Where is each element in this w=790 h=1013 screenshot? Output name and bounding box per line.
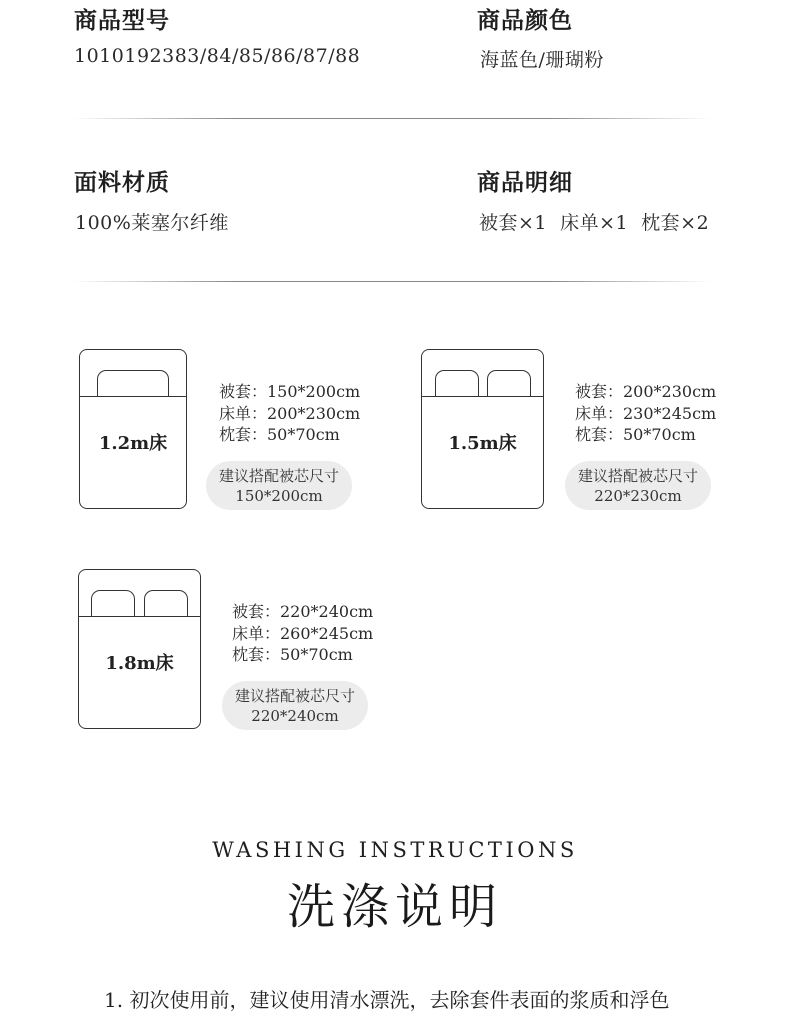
suggest-label: 建议搭配被芯尺寸	[577, 467, 698, 485]
pillow-shape	[435, 370, 479, 397]
bed-size-name: 1.5m床	[448, 433, 517, 454]
quilt-cover-size: 被套：150*200cm	[219, 382, 361, 401]
pillowcase-size: 枕套：50*70cm	[219, 425, 340, 444]
bed-diagram-1-8m	[78, 569, 201, 729]
detail-label: 商品明细	[477, 169, 573, 196]
pillow-shape	[144, 590, 188, 617]
model-value: 1010192383/84/85/86/87/88	[74, 45, 361, 67]
pillowcase-size: 枕套：50*70cm	[575, 425, 696, 444]
bed-fold-line	[422, 396, 543, 397]
washing-instruction-item: 1. 初次使用前，建议使用清水漂洗，去除套件表面的浆质和浮色	[104, 988, 670, 1012]
material-label: 面料材质	[74, 169, 170, 196]
suggest-badge-1-5m	[565, 461, 711, 510]
suggest-badge-1-2m	[206, 461, 352, 510]
suggest-label: 建议搭配被芯尺寸	[234, 687, 355, 705]
bed-size-name: 1.2m床	[98, 433, 168, 454]
quilt-cover-size: 被套：200*230cm	[575, 382, 717, 401]
divider-top	[72, 118, 712, 119]
pillowcase-size: 枕套：50*70cm	[232, 645, 353, 664]
suggest-size: 220*230cm	[594, 487, 682, 505]
bed-fold-line	[80, 396, 186, 397]
sheet-size: 床单：230*245cm	[575, 403, 717, 423]
color-label: 商品颜色	[477, 7, 573, 34]
suggest-size: 150*200cm	[235, 487, 323, 505]
color-value: 海蓝色/珊瑚粉	[480, 49, 604, 71]
pillow-shape	[97, 370, 169, 397]
detail-value: 被套×1 床单×1 枕套×2	[479, 212, 710, 234]
bed-fold-line	[79, 616, 200, 617]
washing-title-en: WASHING INSTRUCTIONS	[212, 838, 578, 862]
bed-size-name: 1.8m床	[105, 653, 174, 674]
quilt-cover-size: 被套：220*240cm	[232, 602, 374, 621]
sheet-size: 床单：260*245cm	[232, 623, 374, 643]
pillow-shape	[91, 590, 135, 617]
suggest-label: 建议搭配被芯尺寸	[218, 467, 339, 485]
sheet-size: 床单：200*230cm	[219, 403, 361, 423]
divider-middle	[72, 281, 712, 282]
bed-diagram-1-5m	[421, 349, 544, 509]
material-value: 100%莱塞尔纤维	[75, 212, 229, 234]
bed-sizes-1-8m	[232, 601, 373, 666]
pillow-shape	[487, 370, 531, 397]
bed-diagram-1-2m	[79, 349, 187, 509]
suggest-size: 220*240cm	[251, 707, 339, 725]
bed-sizes-1-5m	[575, 381, 716, 446]
model-label: 商品型号	[74, 7, 170, 34]
bed-sizes-1-2m	[219, 381, 360, 446]
suggest-badge-1-8m	[222, 681, 368, 730]
washing-title-zh: 洗涤说明	[286, 879, 503, 935]
